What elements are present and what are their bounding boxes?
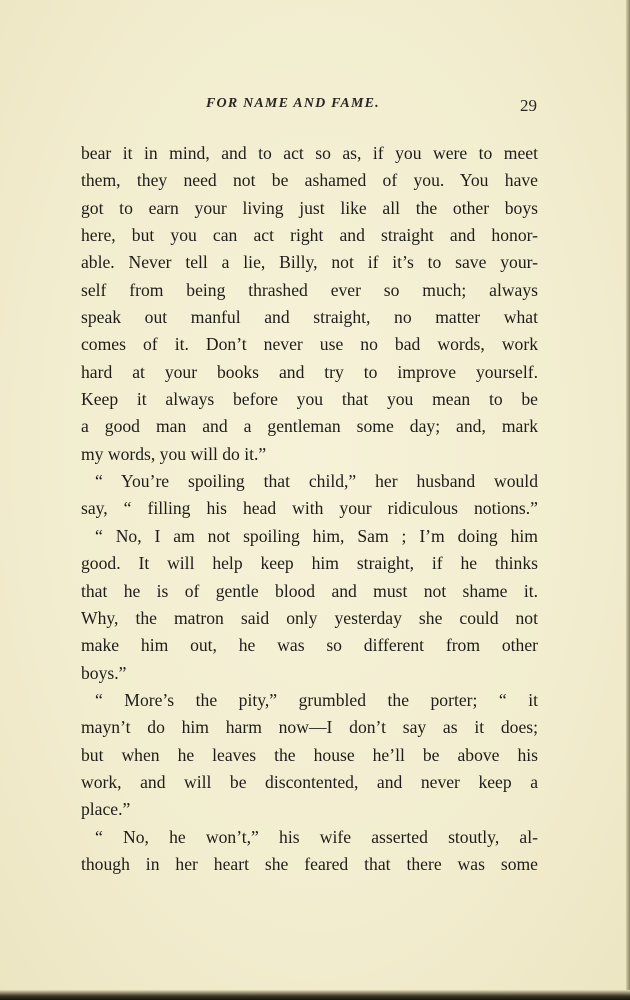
text-line: a good man and a gentleman some day; and, mark	[81, 416, 538, 437]
text-line: say, “ filling his head with your ridiculous notions.”	[81, 498, 538, 519]
text-line: got to earn your living just like all the other boys	[81, 197, 538, 218]
text-line: place.”	[81, 799, 131, 820]
text-line: make him out, he was so different from other	[81, 635, 538, 656]
text-line: boys.”	[81, 662, 127, 683]
text-line: Why, the matron said only yesterday she could not	[81, 607, 538, 628]
text-line: my words, you will do it.”	[81, 443, 267, 464]
text-line: able. Never tell a lie, Billy, not if it’s to save your-	[81, 252, 538, 273]
text-line: them, they need not be ashamed of you. You have	[81, 170, 538, 191]
text-line: here, but you can act right and straight and honor-	[81, 225, 538, 246]
text-line: “ You’re spoiling that child,” her husband would	[95, 471, 538, 492]
text-line: “ No, I am not spoiling him, Sam ; I’m doing him	[95, 525, 538, 546]
text-line: bear it in mind, and to act so as, if you were to meet	[81, 143, 538, 163]
text-line: good. It will help keep him straight, if he thinks	[81, 553, 538, 574]
page-number: 29	[520, 96, 537, 115]
running-head: FOR NAME AND FAME.	[206, 96, 380, 111]
text-line: “ More’s the pity,” grumbled the porter; “ it	[95, 689, 538, 710]
text-line: work, and will be discontented, and never keep a	[81, 771, 538, 792]
text-line: self from being thrashed ever so much; always	[81, 279, 538, 300]
page-bottom-edge	[0, 990, 630, 1000]
page-right-edge	[626, 0, 630, 1000]
text-line: though in her heart she feared that there was some	[81, 853, 538, 874]
body-text	[81, 140, 538, 878]
text-line: hard at your books and try to improve yourself.	[81, 361, 538, 382]
text-line: comes of it. Don’t never use no bad words, work	[81, 334, 538, 355]
text-line: Keep it always before you that you mean to be	[81, 389, 538, 410]
text-line: mayn’t do him harm now—I don’t say as it does;	[81, 717, 538, 738]
text-line: “ No, he won’t,” his wife asserted stoutly, al-	[95, 826, 538, 847]
text-line: but when he leaves the house he’ll be above his	[81, 744, 538, 765]
page-header	[80, 96, 540, 120]
text-line: that he is of gentle blood and must not shame it.	[81, 580, 538, 601]
text-line: speak out manful and straight, no matter what	[81, 307, 538, 328]
